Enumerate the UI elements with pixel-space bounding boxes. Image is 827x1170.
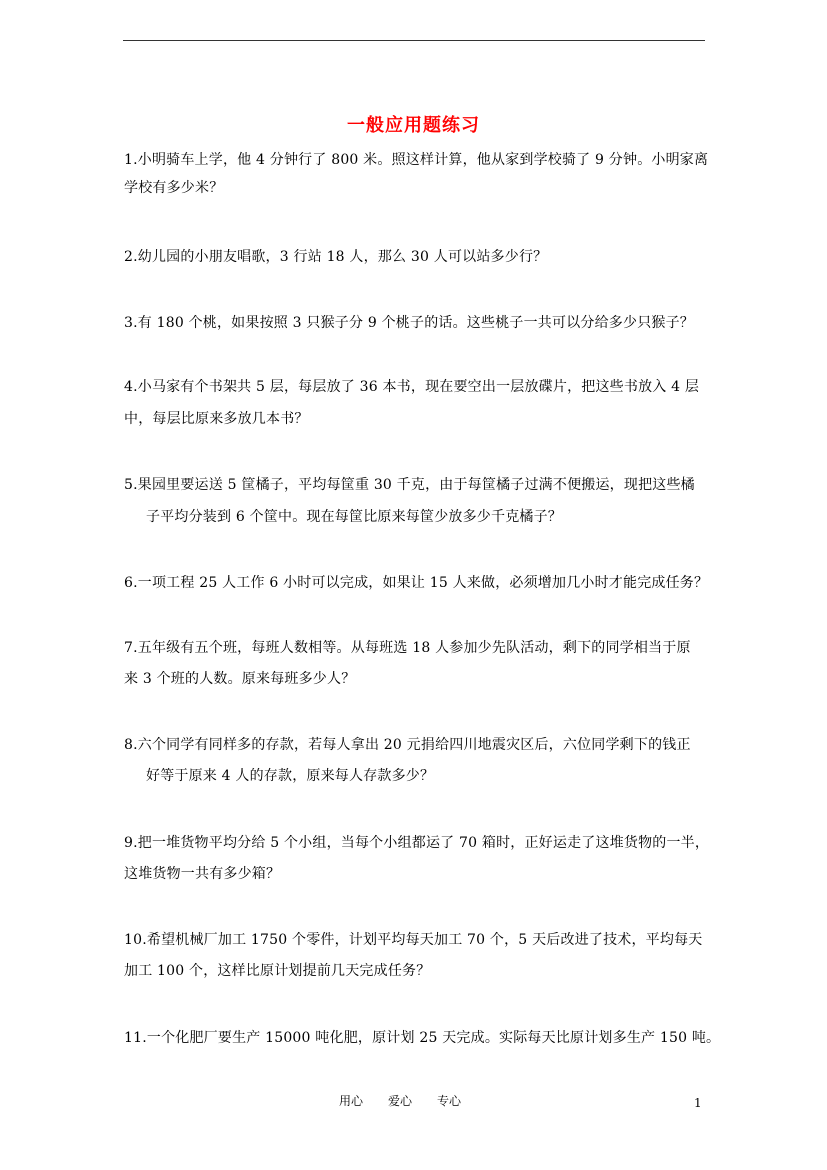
footer-item: 用心 bbox=[339, 1094, 364, 1108]
question-line: 7.五年级有五个班，每班人数相等。从每班选 18 人参加少先队活动，剩下的同学相当于原 bbox=[124, 640, 691, 656]
question-line: 3.有 180 个桃，如果按照 3 只猴子分 9 个桃子的话。这些桃子一共可以分给多少只猴子？ bbox=[124, 315, 694, 331]
question-line: 子平均分装到 6 个筐中。现在每筐比原来每筐少放多少千克橘子？ bbox=[146, 509, 563, 525]
question-line: 2.幼儿园的小朋友唱歌，3 行站 18 人，那么 30 人可以站多少行？ bbox=[124, 249, 548, 265]
page-title: 一般应用题练习 bbox=[347, 115, 480, 136]
question-line: 学校有多少米？ bbox=[124, 180, 224, 196]
question-line: 6.一项工程 25 人工作 6 小时可以完成，如果让 15 人来做，必须增加几小时才能完成任务？ bbox=[124, 575, 709, 591]
footer-item: 专心 bbox=[437, 1094, 462, 1108]
page-number: 1 bbox=[694, 1096, 702, 1110]
question-line: 中，每层比原来多放几本书？ bbox=[124, 411, 309, 427]
question-line: 8.六个同学有同样多的存款，若每人拿出 20 元捐给四川地震灾区后，六位同学剩下的钱正 bbox=[124, 737, 691, 753]
question-line: 来 3 个班的人数。原来每班多少人？ bbox=[124, 671, 356, 687]
question-line: 10.希望机械厂加工 1750 个零件，计划平均每天加工 70 个，5 天后改进了技术，平均每天 bbox=[124, 932, 703, 948]
question-line: 好等于原来 4 人的存款，原来每人存款多少？ bbox=[146, 768, 435, 784]
question-line: 11.一个化肥厂要生产 15000 吨化肥，原计划 25 天完成。实际每天比原计划多生产 150 吨。 bbox=[124, 1030, 721, 1046]
footer-item: 爱心 bbox=[388, 1094, 413, 1108]
question-line: 5.果园里要运送 5 筐橘子，平均每筐重 30 千克，由于每筐橘子过满不便搬运，现把这些橘 bbox=[124, 477, 695, 493]
header-rule bbox=[123, 40, 705, 41]
question-line: 加工 100 个，这样比原计划提前几天完成任务？ bbox=[124, 963, 431, 979]
question-line: 4.小马家有个书架共 5 层，每层放了 36 本书，现在要空出一层放碟片，把这些书放入 4 层 bbox=[124, 379, 700, 395]
question-line: 1.小明骑车上学，他 4 分钟行了 800 米。照这样计算，他从家到学校骑了 9 分钟。小明家离 bbox=[124, 152, 709, 168]
question-line: 这堆货物一共有多少箱？ bbox=[124, 866, 281, 882]
question-line: 9.把一堆货物平均分给 5 个小组，当每个小组都运了 70 箱时，正好运走了这堆货物的一半， bbox=[124, 835, 710, 851]
